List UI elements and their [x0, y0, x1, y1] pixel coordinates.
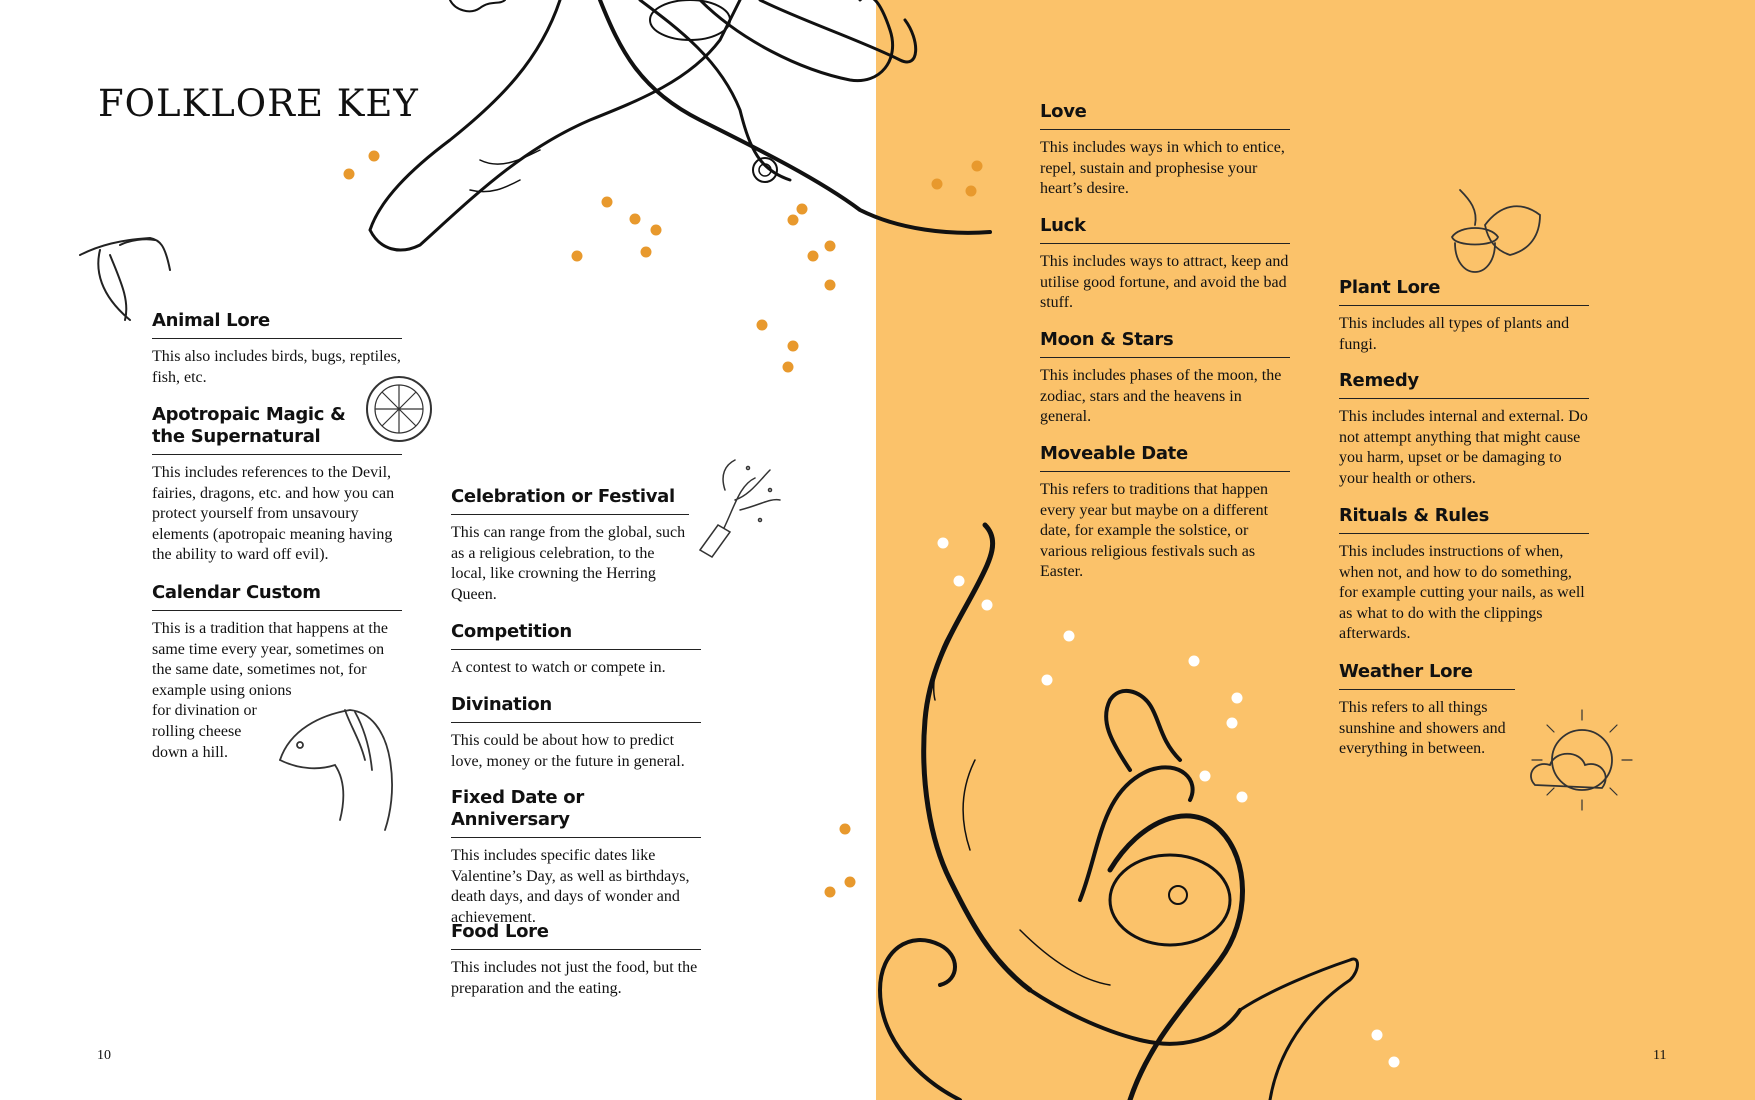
entry-body: This includes all types of plants and fungi. [1339, 315, 1570, 353]
entry-heading: Plant Lore [1339, 277, 1589, 306]
entry-fixed-date [451, 787, 701, 928]
entry-heading-line1: Apotropaic Magic & [152, 404, 346, 425]
entry-heading: Remedy [1339, 370, 1589, 399]
entry-heading: Food Lore [451, 921, 701, 950]
entry-body: This could be about how to predict love, money or the future in general. [451, 732, 685, 770]
entry-heading [152, 404, 402, 455]
entry-body: This includes specific dates like Valentine’s Day, as well as birthdays, death days, and days of wonder and achievement. [451, 847, 690, 926]
entry-body: This includes ways to attract, keep and utilise good fortune, and avoid the bad stuff. [1040, 253, 1289, 312]
page-title: FOLKLORE KEY [98, 82, 419, 125]
entry-heading: Competition [451, 621, 701, 650]
entry-plant-lore [1339, 277, 1589, 355]
page-number-right: 11 [1653, 1048, 1667, 1063]
entry-moon-stars [1040, 329, 1290, 428]
entry-body: This refers to all things sunshine and showers and everything in between. [1339, 699, 1506, 758]
entry-body: This refers to traditions that happen every year but maybe on a different date, for example the solstice, or various religious festivals such as Easter. [1040, 481, 1269, 581]
entry-body: This includes instructions of when, when not, and how to do something, for example cutting your nails, as well as what to do with the clippings afterwards. [1339, 543, 1585, 643]
entry-remedy [1339, 370, 1589, 489]
entry-body: This includes references to the Devil, fairies, dragons, etc. and how you can protect yourself from unsavoury elements (apotropaic meaning having the ability to ward off evil). [152, 464, 395, 564]
entry-rituals-rules [1339, 505, 1589, 645]
entry-love [1040, 101, 1290, 200]
entry-body: This includes internal and external. Do not attempt anything that might cause you harm, upset or be damaging to your health or others. [1339, 408, 1588, 487]
entry-moveable-date [1040, 443, 1290, 583]
entry-weather-lore [1339, 661, 1515, 760]
entry-heading: Luck [1040, 215, 1290, 244]
entry-competition [451, 621, 701, 679]
entry-heading: Animal Lore [152, 310, 402, 339]
entry-heading: Moveable Date [1040, 443, 1290, 472]
entry-calendar-custom [152, 582, 402, 763]
entry-body: This is a tradition that happens at the same time every year, sometimes on the same date, sometimes not, for example using onions for divination or rolling cheese down a hill. [152, 620, 388, 761]
entry-body: This includes not just the food, but the preparation and the eating. [451, 959, 698, 997]
entry-heading: Celebration or Festival [451, 486, 689, 515]
entry-body: This includes ways in which to entice, repel, sustain and prophesise your heart’s desire. [1040, 139, 1285, 198]
entry-heading: Weather Lore [1339, 661, 1515, 690]
entry-heading: Calendar Custom [152, 582, 402, 611]
entry-food-lore [451, 921, 701, 999]
entry-body: This also includes birds, bugs, reptiles, fish, etc. [152, 348, 401, 386]
entry-heading: Love [1040, 101, 1290, 130]
entry-body: This can range from the global, such as a religious celebration, to the local, like crowning the Herring Queen. [451, 524, 686, 603]
entry-body: A contest to watch or compete in. [451, 659, 666, 676]
entry-animal-lore [152, 310, 402, 388]
entry-divination [451, 694, 701, 772]
entry-heading: Fixed Date or Anniversary [451, 787, 701, 838]
entry-heading-line2: the Supernatural [152, 426, 321, 447]
right-page [876, 0, 1755, 1100]
entry-heading: Rituals & Rules [1339, 505, 1589, 534]
entry-apotropaic-magic [152, 404, 402, 566]
entry-luck [1040, 215, 1290, 314]
entry-celebration-festival [451, 486, 689, 605]
entry-heading: Moon & Stars [1040, 329, 1290, 358]
page-number-left: 10 [97, 1048, 111, 1063]
entry-body: This includes phases of the moon, the zodiac, stars and the heavens in general. [1040, 367, 1282, 426]
entry-heading: Divination [451, 694, 701, 723]
left-page [0, 0, 876, 1100]
